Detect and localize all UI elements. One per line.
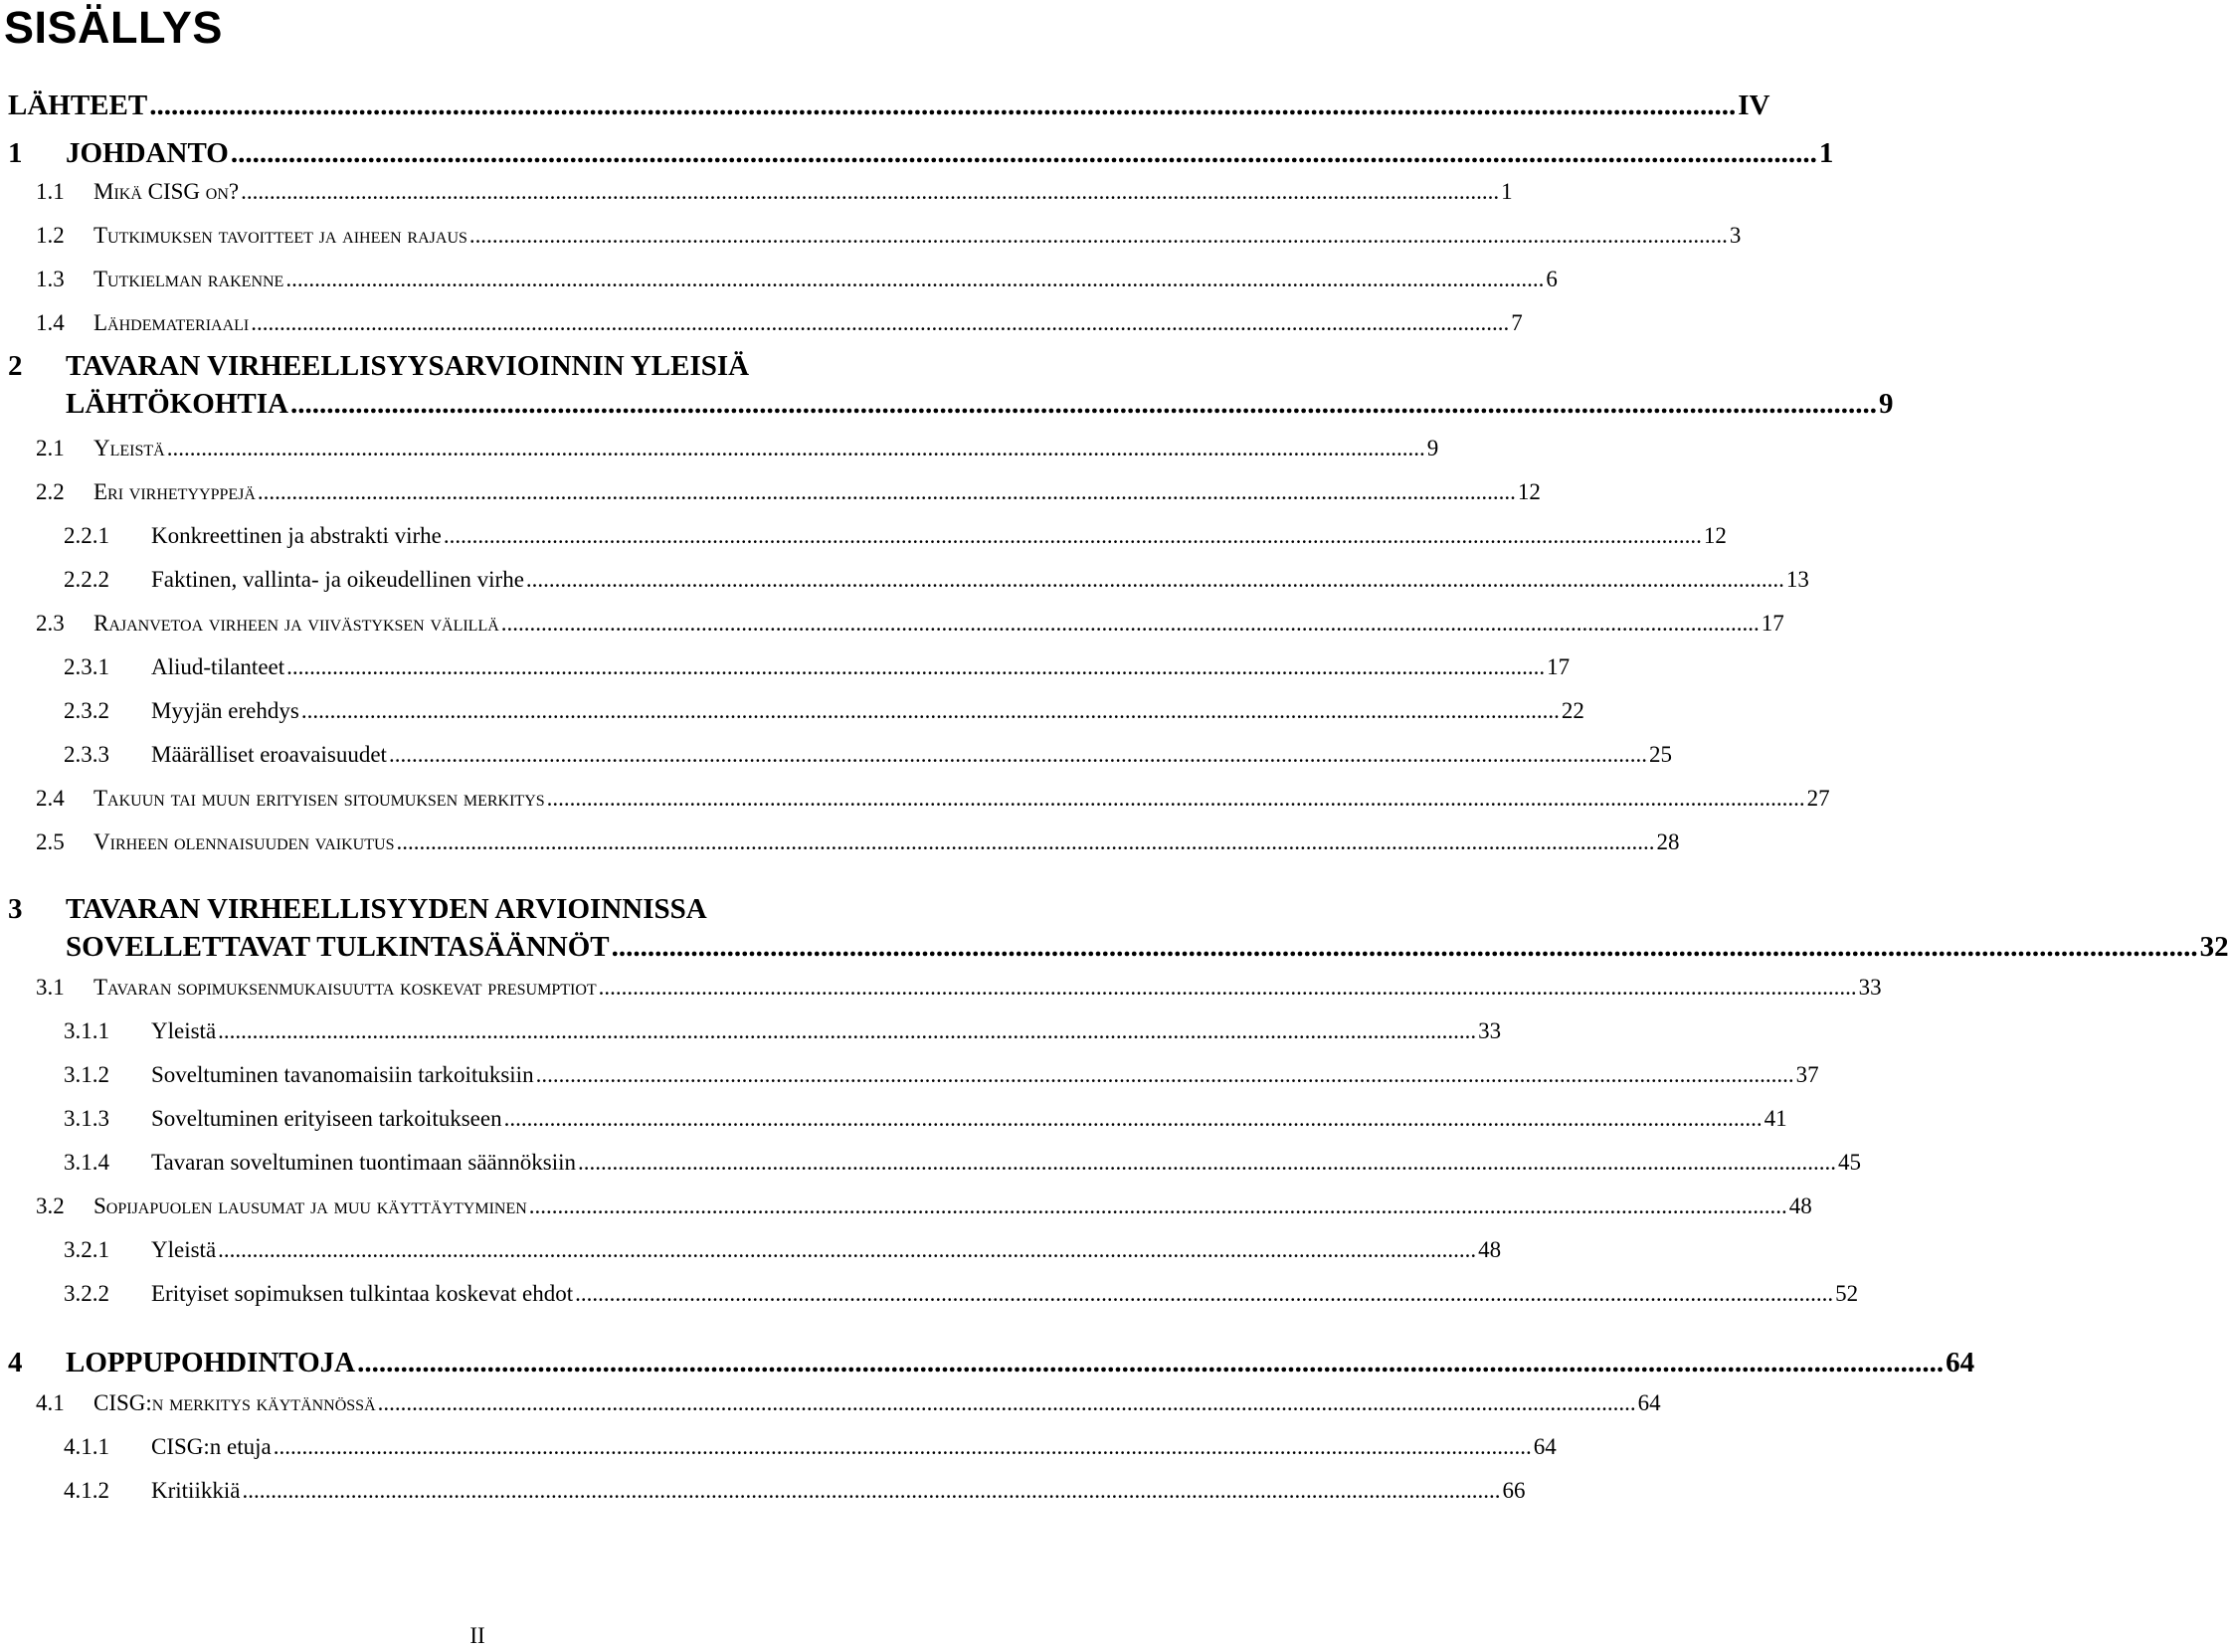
toc-entry-page: 12 (1517, 479, 1541, 504)
toc-entry-number: 1.1 (36, 179, 65, 204)
toc-entry[interactable] (36, 436, 1439, 461)
toc-entry-title: Lähdemateriaali (93, 310, 250, 335)
dot-leader: ............................................................................................................................................................................................................................ (468, 223, 1728, 248)
dot-leader: ............................................................................................................................................................................................................................ (290, 388, 1877, 420)
toc-entry-page: IV (1738, 90, 1770, 121)
toc-entry[interactable] (64, 698, 1584, 724)
toc-entry-title-line: TAVARAN VIRHEELLISYYSARVIOINNIN YLEISIÄ (66, 350, 750, 382)
dot-leader: ............................................................................................................................................................................................................................ (251, 310, 1510, 335)
toc-entry-page: 52 (1835, 1281, 1859, 1306)
toc-entry-page: 25 (1648, 742, 1672, 767)
dot-leader: ............................................................................................................................................................................................................................ (300, 698, 1560, 723)
toc-entry[interactable] (66, 388, 1894, 421)
toc-entry-page: 9 (1426, 436, 1439, 460)
toc-entry-title: Kritiikkiä (151, 1478, 241, 1503)
toc-entry-page: 27 (1806, 786, 1830, 811)
toc-entry[interactable] (66, 931, 2229, 964)
toc-entry-number: 1.4 (36, 310, 65, 335)
toc-entry[interactable] (8, 137, 1834, 170)
toc-entry-number: 4.1.2 (64, 1478, 109, 1503)
dot-leader: ............................................................................................................................................................................................................................ (388, 742, 1647, 767)
toc-entry-title: Konkreettinen ja abstrakti virhe (151, 523, 442, 548)
toc-entry-title: Määrälliset eroavaisuudet (151, 742, 387, 767)
dot-leader: ............................................................................................................................................................................................................................ (396, 829, 1655, 854)
toc-entry-page: 6 (1546, 267, 1558, 291)
toc-entry-title: Soveltuminen tavanomaisiin tarkoituksiin (151, 1062, 534, 1087)
toc-entry-title: Tavaran sopimuksenmukaisuutta koskevat presumptiot (93, 975, 597, 1000)
dot-leader: ............................................................................................................................................................................................................................ (166, 436, 1425, 460)
toc-entry-title: Tavaran soveltuminen tuontimaan säännöksiin (151, 1150, 576, 1175)
toc-entry-page: 1 (1818, 137, 1834, 169)
toc-entry-number: 3.2 (36, 1193, 65, 1218)
dot-leader: ............................................................................................................................................................................................................................ (230, 137, 1817, 169)
toc-entry-title: LÄHTÖKOHTIA (66, 388, 288, 420)
toc-entry[interactable] (64, 1018, 1502, 1044)
page-number: II (469, 1623, 485, 1648)
toc-entry-title: Yleistä (151, 1237, 217, 1262)
toc-entry-number: 2.3.3 (64, 742, 109, 767)
toc-entry-title: Sopijapuolen lausumat ja muu käyttäytyminen (93, 1193, 527, 1218)
dot-leader: ............................................................................................................................................................................................................................ (242, 1478, 1501, 1503)
toc-entry-page: 17 (1761, 611, 1784, 636)
toc-entry-number: 2.1 (36, 436, 65, 460)
toc-entry-number: 2 (8, 350, 23, 382)
toc-entry[interactable] (64, 1281, 1859, 1307)
toc-entry-title: Aliud-tilanteet (151, 654, 285, 679)
toc-entry-title: Tutkimuksen tavoitteet ja aiheen rajaus (93, 223, 467, 248)
toc-entry-number: 1 (8, 137, 23, 169)
toc-entry-number: 3.1.1 (64, 1018, 109, 1043)
toc-entry-title: Erityiset sopimuksen tulkintaa koskevat ehdot (151, 1281, 574, 1306)
toc-entry[interactable] (36, 267, 1558, 292)
dot-leader: ............................................................................................................................................................................................................................ (575, 1281, 1834, 1306)
toc-entry-number: 3.1.2 (64, 1062, 109, 1087)
toc-entry-title: Myyjän erehdys (151, 698, 299, 723)
toc-entry[interactable] (36, 1193, 1812, 1219)
dot-leader: ............................................................................................................................................................................................................................ (357, 1347, 1945, 1378)
toc-entry-title: LÄHTEET (8, 90, 148, 121)
toc-entry-page: 7 (1511, 310, 1523, 335)
dot-leader: ............................................................................................................................................................................................................................ (286, 654, 1546, 679)
toc-entry[interactable] (64, 1062, 1819, 1088)
toc-entry-page: 64 (1946, 1347, 1975, 1378)
toc-entry[interactable] (36, 975, 1882, 1001)
toc-entry[interactable] (8, 1347, 1975, 1379)
toc-entry-page: 33 (1478, 1018, 1502, 1043)
toc-entry-page: 48 (1788, 1193, 1812, 1218)
toc-entry[interactable] (64, 1478, 1526, 1504)
toc-entry-title: Tutkielman rakenne (93, 267, 284, 291)
toc-entry[interactable] (36, 223, 1742, 249)
toc-entry-page: 48 (1478, 1237, 1502, 1262)
toc-entry-number: 2.3 (36, 611, 65, 636)
toc-entry-title: Takuun tai muun erityisen sitoumuksen merkitys (93, 786, 545, 811)
toc-entry-page: 3 (1729, 223, 1742, 248)
toc-entry-number: 3.1.3 (64, 1106, 109, 1131)
toc-entry-number: 1.2 (36, 223, 65, 248)
dot-leader: ............................................................................................................................................................................................................................ (443, 523, 1702, 548)
toc-entry-title: Rajanvetoa virheen ja viivästyksen välillä (93, 611, 499, 636)
toc-entry-page: 1 (1501, 179, 1513, 204)
page-title: SISÄLLYS (4, 2, 223, 53)
toc-entry-page: 28 (1656, 829, 1680, 854)
toc-entry-number: 2.2 (36, 479, 65, 504)
dot-leader: ............................................................................................................................................................................................................................ (218, 1237, 1477, 1262)
toc-entry[interactable] (64, 1434, 1557, 1460)
dot-leader: ............................................................................................................................................................................................................................ (535, 1062, 1794, 1087)
toc-entry-number: 2.5 (36, 829, 65, 854)
toc-entry-number: 3.2.2 (64, 1281, 109, 1306)
toc-entry[interactable] (64, 1106, 1787, 1132)
dot-leader: ............................................................................................................................................................................................................................ (525, 567, 1784, 592)
toc-entry-page: 45 (1837, 1150, 1861, 1175)
toc-entry-page: 17 (1547, 654, 1571, 679)
toc-entry-title: SOVELLETTAVAT TULKINTASÄÄNNÖT (66, 931, 610, 963)
dot-leader: ............................................................................................................................................................................................................................ (546, 786, 1805, 811)
toc-entry-page: 12 (1703, 523, 1727, 548)
toc-entry[interactable] (64, 1150, 1861, 1176)
toc-entry-title: Virheen olennaisuuden vaikutus (93, 829, 395, 854)
toc-entry[interactable] (64, 523, 1727, 549)
dot-leader: ............................................................................................................................................................................................................................ (528, 1193, 1787, 1218)
dot-leader: ............................................................................................................................................................................................................................ (285, 267, 1545, 291)
toc-entry[interactable] (8, 90, 1770, 122)
toc-entry-number: 4.1.1 (64, 1434, 109, 1459)
toc-entry-title: Soveltuminen erityiseen tarkoitukseen (151, 1106, 502, 1131)
toc-entry-title: JOHDANTO (66, 137, 229, 169)
toc-entry-title: Faktinen, vallinta- ja oikeudellinen virhe (151, 567, 524, 592)
toc-entry-number: 4 (8, 1347, 23, 1378)
toc-entry[interactable] (36, 479, 1541, 505)
toc-entry-number: 1.3 (36, 267, 65, 291)
toc-entry-title: Eri virhetyyppejä (93, 479, 256, 504)
dot-leader: ............................................................................................................................................................................................................................ (218, 1018, 1477, 1043)
toc-entry-title: LOPPUPOHDINTOJA (66, 1347, 356, 1378)
dot-leader: ............................................................................................................................................................................................................................ (273, 1434, 1532, 1459)
toc-entry-number: 3.1.4 (64, 1150, 109, 1175)
dot-leader: ............................................................................................................................................................................................................................ (257, 479, 1516, 504)
dot-leader: ............................................................................................................................................................................................................................ (598, 975, 1857, 1000)
dot-leader: ............................................................................................................................................................................................................................ (377, 1390, 1636, 1415)
dot-leader: ............................................................................................................................................................................................................................ (500, 611, 1760, 636)
toc-entry-number: 3.2.1 (64, 1237, 109, 1262)
toc-entry-title: CISG:n etuja (151, 1434, 272, 1459)
toc-entry-title-line: TAVARAN VIRHEELLISYYDEN ARVIOINNISSA (66, 893, 707, 925)
toc-entry-page: 13 (1785, 567, 1809, 592)
toc-entry-number: 2.2.2 (64, 567, 109, 592)
toc-entry-number: 2.2.1 (64, 523, 109, 548)
toc-entry-page: 66 (1502, 1478, 1526, 1503)
toc-entry-number: 2.4 (36, 786, 65, 811)
toc-entry-title: Yleistä (93, 436, 165, 460)
toc-entry-title: Mikä CISG on? (93, 179, 240, 204)
dot-leader: ............................................................................................................................................................................................................................ (503, 1106, 1763, 1131)
toc-entry[interactable] (64, 742, 1672, 768)
toc-entry[interactable] (36, 1390, 1661, 1416)
dot-leader: ............................................................................................................................................................................................................................ (577, 1150, 1836, 1175)
toc-entry[interactable] (64, 654, 1571, 680)
toc-entry-number: 2.3.2 (64, 698, 109, 723)
toc-entry[interactable] (64, 567, 1809, 593)
toc-entry-title: CISG:n merkitys käytännössä (93, 1390, 376, 1415)
toc-entry-number: 3.1 (36, 975, 65, 1000)
toc-entry-page: 33 (1858, 975, 1882, 1000)
toc-entry[interactable] (36, 829, 1680, 855)
toc-entry-number: 3 (8, 893, 23, 925)
dot-leader: ............................................................................................................................................................................................................................ (149, 90, 1737, 121)
toc-entry-page: 22 (1561, 698, 1584, 723)
toc-entry[interactable] (36, 786, 1830, 812)
toc-entry-page: 37 (1795, 1062, 1819, 1087)
toc-entry-page: 32 (2199, 931, 2229, 963)
toc-entry-page: 64 (1533, 1434, 1557, 1459)
toc-entry-page: 9 (1879, 388, 1894, 420)
toc-entry[interactable] (36, 611, 1784, 637)
toc-entry-page: 41 (1764, 1106, 1787, 1131)
toc-entry[interactable] (64, 1237, 1502, 1263)
toc-entry-page: 64 (1637, 1390, 1661, 1415)
toc-entry[interactable] (36, 179, 1513, 205)
toc-entry-number: 2.3.1 (64, 654, 109, 679)
toc-entry[interactable] (36, 310, 1523, 336)
dot-leader: ............................................................................................................................................................................................................................ (241, 179, 1500, 204)
toc-entry-title: Yleistä (151, 1018, 217, 1043)
toc-entry-number: 4.1 (36, 1390, 65, 1415)
dot-leader: ............................................................................................................................................................................................................................ (611, 931, 2198, 963)
